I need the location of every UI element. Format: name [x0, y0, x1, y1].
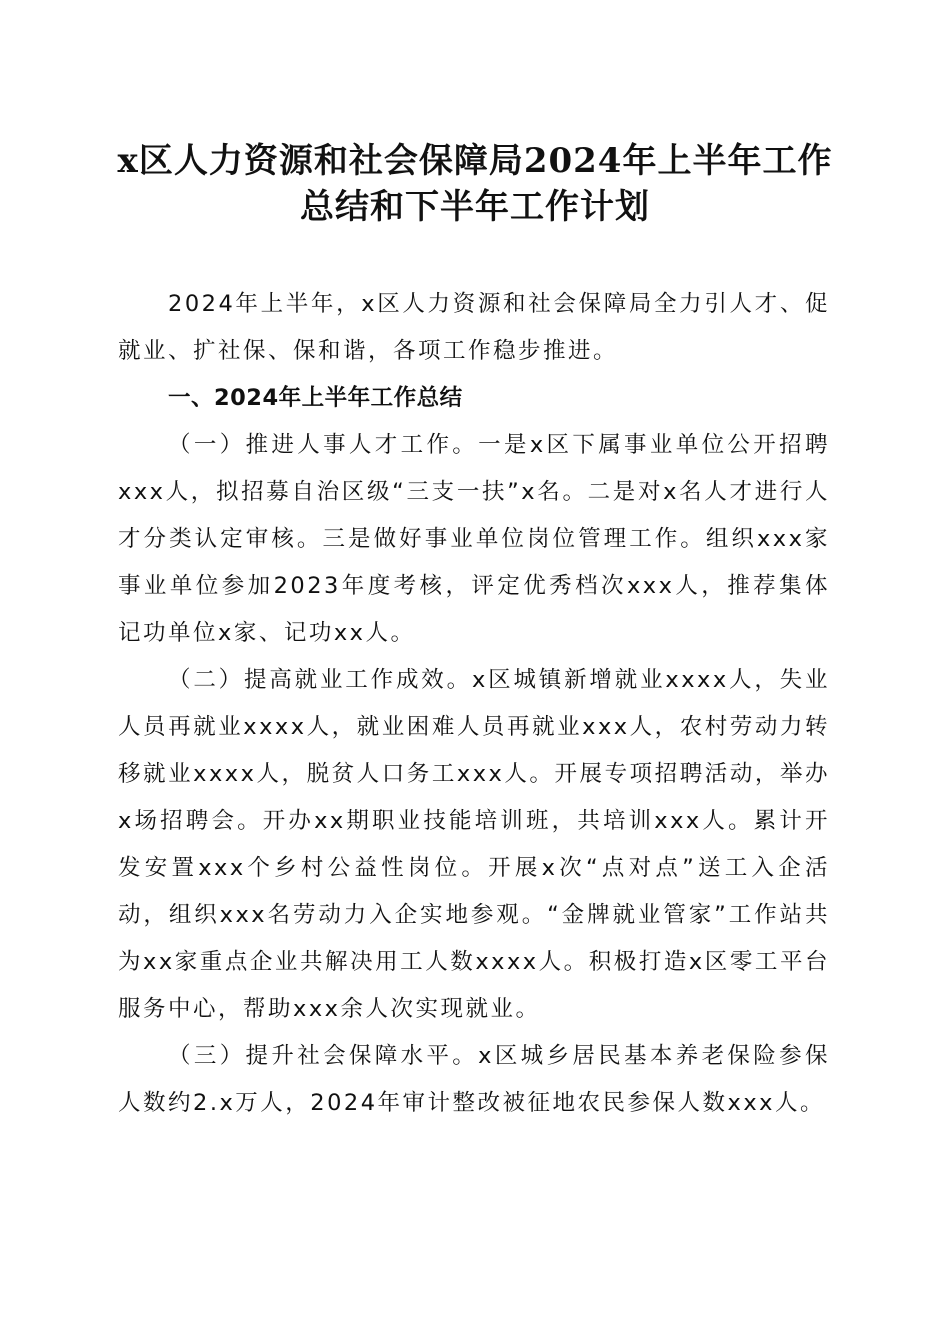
document-title-line-1: x区人力资源和社会保障局2024年上半年工作	[117, 141, 833, 181]
section-heading: 一、2024年上半年工作总结	[168, 385, 463, 411]
item-lead-3: （三）提升社会保障水平。	[168, 1043, 479, 1069]
intro-paragraph: 2024年上半年，x区人力资源和社会保障局全力引人才、促就业、扩社保、保和谐，各项工作稳步推进。	[118, 291, 830, 364]
item-text-3: x区城乡居民基本养老保险参保人数约2.x万人，2024年审计整改被征地农民参保人数xxx人。	[118, 1043, 830, 1116]
document-body	[118, 281, 830, 1127]
item-text-2: x区城镇新增就业xxxx人，失业人员再就业xxxx人，就业困难人员再就业xxx人，农村劳动力转移就业xxxx人，脱贫人口务工xxx人。开展专项招聘活动，举办x场招聘会。开办xx期职业技能培训班，共培训xxx人。累计开发安置xxx个乡村公益性岗位。开展x次“点对点”送工入企活动，组织xxx名劳动力入企实地参观。“金牌就业管家”工作站共为xx家重点企业共解决用工人数xxxx人。积极打造x区零工平台服务中心，帮助xxx余人次实现就业。	[118, 667, 830, 1022]
item-text-1: 一是x区下属事业单位公开招聘xxx人，拟招募自治区级“三支一扶”x名。二是对x名人才进行人才分类认定审核。三是做好事业单位岗位管理工作。组织xxx家事业单位参加2023年度考核，评定优秀档次xxx人，推荐集体记功单位x家、记功xx人。	[118, 432, 830, 646]
item-paragraph-3	[118, 1033, 830, 1127]
item-lead-2: （二）提高就业工作成效。	[168, 667, 472, 693]
document-title-line-2: 总结和下半年工作计划	[300, 187, 650, 227]
item-paragraph-2	[118, 657, 830, 1033]
item-paragraph-1	[118, 422, 830, 657]
item-lead-1: （一）推进人事人才工作。	[168, 432, 479, 458]
